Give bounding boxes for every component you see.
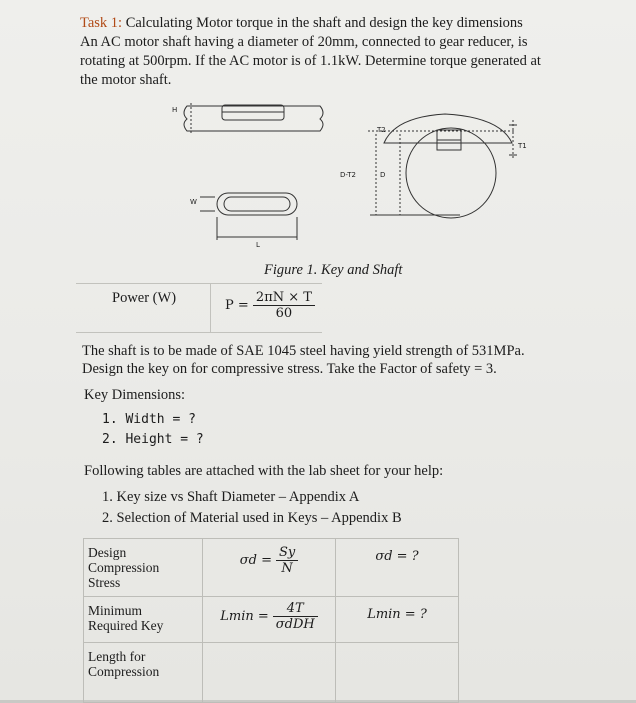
table-row [84,539,459,597]
help-heading: Following tables are attached with the lab sheet for your help: [84,463,444,479]
formula-denominator: N [281,561,293,576]
row-label-line: Minimum [88,603,143,618]
label-l: L [256,241,260,249]
power-denominator: 60 [275,306,293,321]
row-label [84,539,203,597]
formula-denominator: σdDH [275,617,315,632]
power-numerator: 2πN × T [253,290,315,306]
row-answer [336,539,459,597]
task-label: Task 1: [80,15,123,31]
answer-value: Lmin = ? [367,607,427,622]
label-d-t2: D-T2 [340,171,357,179]
power-label: Power (W) [112,290,177,306]
task-line-2: rotating at 500rpm. If the AC motor is of 1.1kW. Determine torque generated at [80,53,541,69]
key-shaft-figure [0,0,636,270]
row-label [84,597,203,643]
key-top-view [184,103,323,134]
formula-fraction [276,545,298,576]
formula-table [83,538,459,703]
answer-value: σd = ? [375,549,419,564]
row-label-line: Design [88,545,127,560]
row-answer [336,597,459,643]
formula-numerator: 4T [273,601,318,617]
key-plan-view [200,193,297,240]
formula-lhs: σd = [239,553,272,568]
power-lhs: P = [225,298,249,313]
power-box-divider [210,284,211,332]
row-label-line: Required Key [88,618,164,633]
key-dimension-height: 2. Height = ? [102,432,204,447]
label-w: W [190,198,197,206]
figure-caption: Figure 1. Key and Shaft [264,262,403,278]
task-title: Calculating Motor torque in the shaft and design the key dimensions [125,15,523,31]
row-label [84,643,203,703]
row-label-line: Compression [88,560,160,575]
row-answer [336,643,459,703]
row-label-line: Stress [88,575,121,590]
task-line-1: An AC motor shaft having a diameter of 20mm, connected to gear reducer, is [80,34,528,50]
label-t1: T1 [518,142,527,150]
paragraph-line-1: The shaft is to be made of SAE 1045 steel having yield strength of 531MPa. [82,343,525,359]
shaft-section [368,114,517,218]
formula-numerator: Sy [276,545,298,561]
key-dimension-width: 1. Width = ? [102,412,196,427]
row-label-line: Length for [88,649,146,664]
label-t2: T2 [377,126,386,134]
formula-lhs: Lmin = [220,609,269,624]
key-dimensions-heading: Key Dimensions: [84,387,186,403]
task-line-3: the motor shaft. [80,72,172,88]
row-formula [203,539,336,597]
label-h: H [172,106,178,114]
help-item-2: 2. Selection of Material used in Keys – Appendix B [102,510,402,526]
row-formula [203,643,336,703]
label-d: D [380,171,386,179]
formula-fraction [273,601,318,632]
help-item-1: 1. Key size vs Shaft Diameter – Appendix A [102,489,360,505]
table-row [84,643,459,703]
power-fraction [253,290,315,321]
power-formula [225,290,315,321]
row-formula [203,597,336,643]
row-label-line: Compression [88,664,160,679]
table-row [84,597,459,643]
paragraph-line-2: Design the key on for compressive stress. Take the Factor of safety = 3. [82,361,497,377]
